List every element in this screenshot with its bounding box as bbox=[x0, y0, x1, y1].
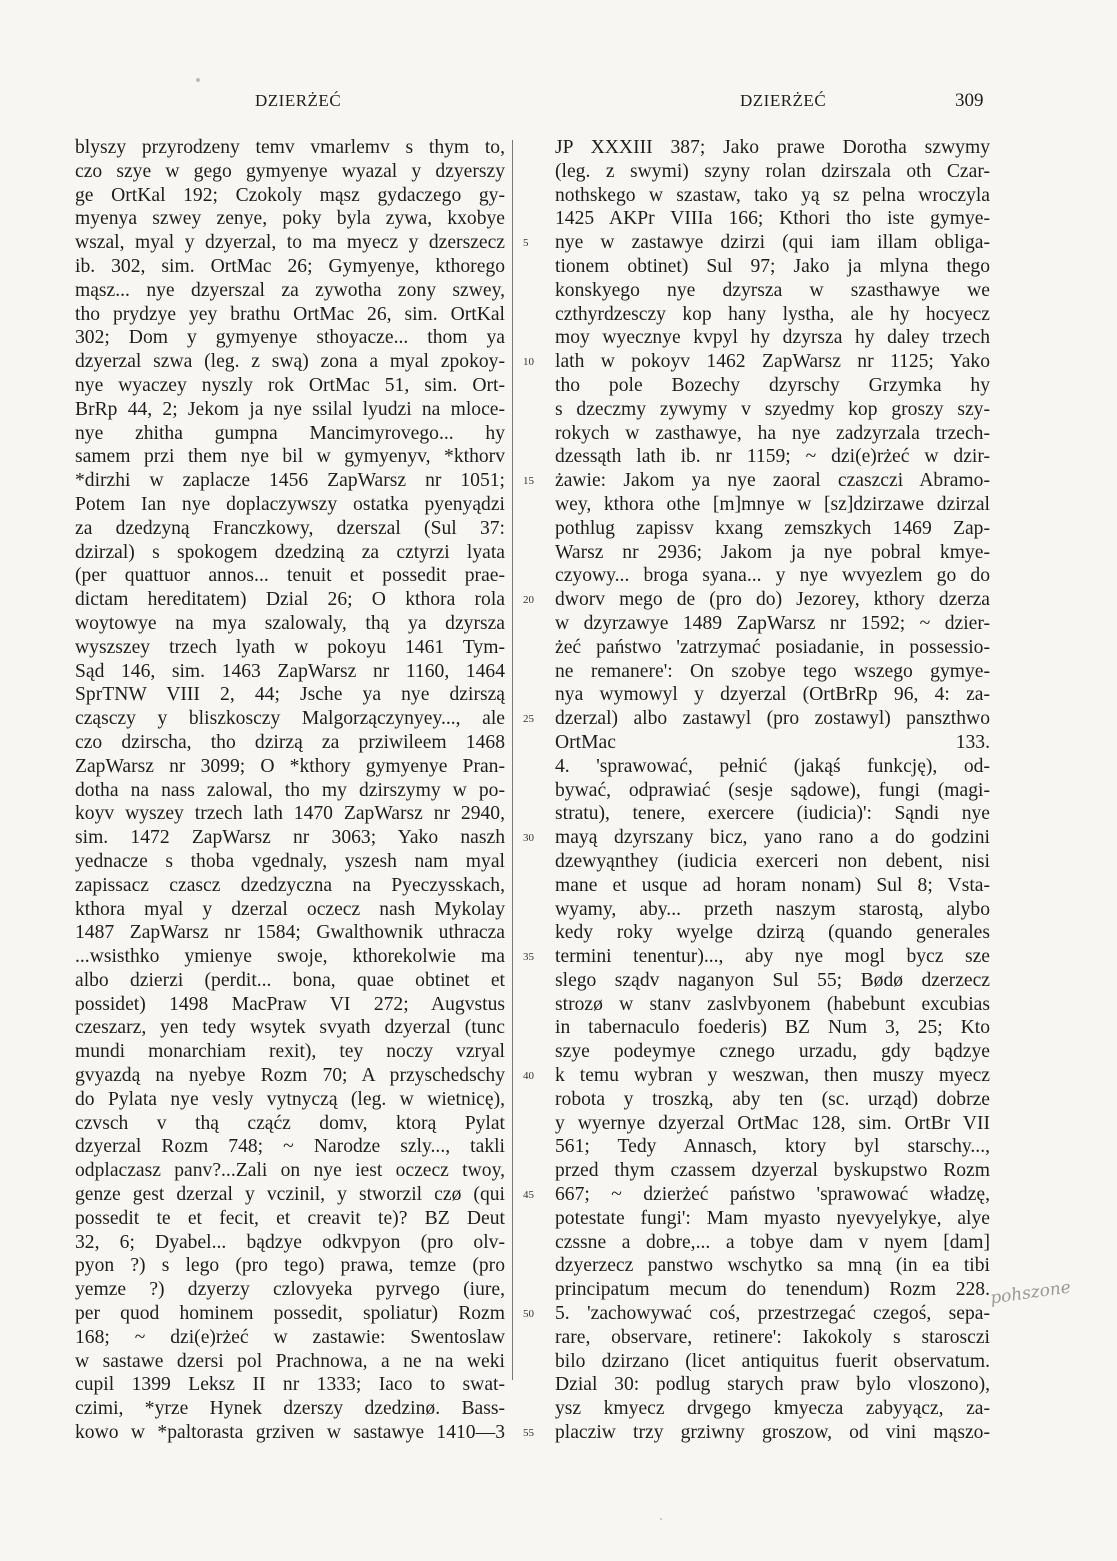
text-line: 5. 'zachowywać coś, przestrzegać czegoś, sepa- bbox=[555, 1303, 990, 1325]
text-line: 1425 AKPr VIIIa 166; Kthori tho iste gymye- bbox=[555, 208, 990, 230]
text-line: wey, kthora othe [m]mnye w [sz]dzirzawe dzirzal bbox=[555, 493, 990, 515]
text-line: s dzeczmy zywymy v szyedmy kop groszy szy- bbox=[555, 398, 990, 420]
line-number: 40 bbox=[523, 1070, 534, 1083]
text-line: przed thym czassem dzyerzal byskupstwo Rozm bbox=[555, 1160, 990, 1182]
line-number: 5 bbox=[523, 237, 529, 250]
text-line: mąsz... nye dzyerszal za zywotha zony szwey, bbox=[75, 279, 505, 301]
text-line: dzessąth lath ib. nr 1159; ~ dzi(e)rżeć w dzir- bbox=[555, 446, 990, 468]
text-line: ZapWarsz nr 3099; O *kthory gymyenye Pran- bbox=[75, 755, 505, 777]
text-line: samem przi them nye bil w gymyenyv, *kthorv bbox=[75, 446, 505, 468]
line-number: 25 bbox=[523, 713, 534, 726]
line-number: 10 bbox=[523, 356, 534, 369]
text-line: dictam hereditatem) Dzial 26; O kthora rola bbox=[75, 589, 505, 611]
text-line: tionem obtinet) Sul 97; Jako ja mlyna thego bbox=[555, 255, 990, 277]
text-line: BrRp 44, 2; Jekom ja nye ssilal lyudzi na mloce- bbox=[75, 398, 505, 420]
line-number: 45 bbox=[523, 1189, 534, 1202]
text-line: slego sządv naganyon Sul 55; Bødø dzerzecz bbox=[555, 969, 990, 991]
line-number: 35 bbox=[523, 951, 534, 964]
text-line: mundi monarchiam rexit), tey noczy vzryal bbox=[75, 1041, 505, 1063]
page-number: 309 bbox=[955, 90, 984, 111]
text-line: nye wyaczey nyszly rok OrtMac 51, sim. Ort- bbox=[75, 374, 505, 396]
text-line: ib. 302, sim. OrtMac 26; Gymyenye, kthorego bbox=[75, 255, 505, 277]
text-line: sim. 1472 ZapWarsz nr 3063; Yako naszh bbox=[75, 827, 505, 849]
text-line: in tabernaculo foederis) BZ Num 3, 25; Kto bbox=[555, 1017, 990, 1039]
text-line: Warsz nr 2936; Jakom ja nye pobral kmye- bbox=[555, 541, 990, 563]
text-line: bywać, odprawiać (sesje sądowe), fungi (magi- bbox=[555, 779, 990, 801]
text-line: cząsczy y bliszkosczy Malgorzączynyey..., ale bbox=[75, 708, 505, 730]
text-line: (leg. z swymi) szyny rolan dzirszala oth Czar- bbox=[555, 160, 990, 182]
text-line: czeszarz, yen tedy wsytek svyath dzyerzal (tunc bbox=[75, 1017, 505, 1039]
text-line: czvsch v thą cząćz domv, ktorą Pylat bbox=[75, 1112, 505, 1134]
text-line: 667; ~ dzierżeć państwo 'sprawować władzę, bbox=[555, 1184, 990, 1206]
handwritten-margin-note: pohszone bbox=[989, 1277, 1072, 1309]
text-line: albo dzierzi (perdit... bona, quae obtinet et bbox=[75, 969, 505, 991]
text-line: JP XXXIII 387; Jako prawe Dorotha szwymy bbox=[555, 137, 990, 158]
text-line: principatum mecum do tenendum) Rozm 228. bbox=[555, 1279, 990, 1301]
text-line: dzirzal) s spokogem dzedziną za cztyrzi lyata bbox=[75, 541, 505, 563]
text-line: blyszy przyrodzeny temv vmarlemv s thym to, bbox=[75, 137, 505, 158]
text-line: kthora myal y dzerzal oczecz nash Mykolay bbox=[75, 898, 505, 920]
text-line: strozø w stanv zaslvbyonem (habebunt excubias bbox=[555, 993, 990, 1015]
text-line: 1487 ZapWarsz nr 1584; Gwalthownik uthracza bbox=[75, 922, 505, 944]
text-line: dzyerzecz panstwo wschytko sa mną (in ea tibi bbox=[555, 1255, 990, 1277]
text-line: czimi, *yrze Hynek dzerszy dzedzinø. Bass- bbox=[75, 1398, 505, 1420]
text-line: wyamy, aby... przeth naszym starostą, alybo bbox=[555, 898, 990, 920]
text-line: 302; Dom y gymyenye sthoyacze... thom ya bbox=[75, 327, 505, 349]
text-line: ysz kmyecz drvgego kmyecza zabyyącz, za- bbox=[555, 1398, 990, 1420]
text-line: possidet) 1498 MacPraw VI 272; Augvstus bbox=[75, 993, 505, 1015]
text-line: stratu), tenere, exercere (iudicia)': Sąndi nye bbox=[555, 803, 990, 825]
text-line: gvyazdą na nyebye Rozm 70; A przyschedschy bbox=[75, 1065, 505, 1087]
text-line: OrtMac 133. bbox=[555, 731, 990, 753]
text-line: dzyerzal Rozm 748; ~ Narodze szly..., takli bbox=[75, 1136, 505, 1158]
text-line: żeć państwo 'zatrzymać posiadanie, in possessio- bbox=[555, 636, 990, 658]
text-line: *dirzhi w zaplacze 1456 ZapWarsz nr 1051; bbox=[75, 470, 505, 492]
line-number: 20 bbox=[523, 594, 534, 607]
text-line: dzewyąnthey (iudicia exerceri non debent, nisi bbox=[555, 850, 990, 872]
text-line: ...wsisthko ymienye swoje, kthorekolwie ma bbox=[75, 946, 505, 968]
text-line: odplaczasz panv?...Zali on nye iest oczecz twoy, bbox=[75, 1160, 505, 1182]
text-line: czo szye w gego gymyenye wyazal y dzyerszy bbox=[75, 160, 505, 182]
text-line: k temu wybran y weszwan, then muszy myecz bbox=[555, 1065, 990, 1087]
text-line: wszal, myal y dzyerzal, to ma myecz y dzerszecz bbox=[75, 232, 505, 254]
text-line: szye podeymye cznego urzadu, gdy bądzye bbox=[555, 1041, 990, 1063]
text-line: myenya szwey zenye, poky byla zywa, kxobye bbox=[75, 208, 505, 230]
text-line: moy wyecznye kvpyl hy dzyrsza hy daley trzech bbox=[555, 327, 990, 349]
text-line: za dzedzyną Franczkowy, dzerszal (Sul 37: bbox=[75, 517, 505, 539]
text-line: nothskego w szastaw, tako yą sz pelna wroczyla bbox=[555, 184, 990, 206]
text-line: dzerzal) albo zastawyl (pro zostawyl) panszthwo bbox=[555, 708, 990, 730]
text-line: yednacze s thoba vgednaly, yszesh nam myal bbox=[75, 850, 505, 872]
column-rule bbox=[512, 140, 513, 1380]
text-line: per quod hominem possedit, spoliatur) Rozm bbox=[75, 1303, 505, 1325]
text-line: bilo dzirzano (licet antiquitus fuerit observatum. bbox=[555, 1350, 990, 1372]
text-line: (per quattuor annos... tenuit et possedit prae- bbox=[75, 565, 505, 587]
text-line: potestate fungi': Mam myasto nyevyelykye, alye bbox=[555, 1207, 990, 1229]
text-line: ne remanere': On szobye tego wszego gymye- bbox=[555, 660, 990, 682]
text-line: wyszszey trzech lyath w pokoyu 1461 Tym- bbox=[75, 636, 505, 658]
text-line: czyowy... broga syana... y nye wvyezlem go do bbox=[555, 565, 990, 587]
text-line: żawie: Jakom ya nye zaoral czaszczi Abramo- bbox=[555, 470, 990, 492]
text-line: Potem Ian nye doplaczywszy ostatka pyenyądzi bbox=[75, 493, 505, 515]
text-line: SprTNW VIII 2, 44; Jsche ya nye dzirszą bbox=[75, 684, 505, 706]
line-number: 55 bbox=[523, 1427, 534, 1440]
text-line: lath w pokoyv 1462 ZapWarsz nr 1125; Yako bbox=[555, 351, 990, 373]
text-line: dworv mego de (pro do) Jezorey, kthory dzerza bbox=[555, 589, 990, 611]
text-line: czthyrdzesczy kop hany lystha, ale hy hocyecz bbox=[555, 303, 990, 325]
text-line: 561; Tedy Annasch, ktory byl starschy..., bbox=[555, 1136, 990, 1158]
text-line: w dzyrzawye 1489 ZapWarsz nr 1592; ~ dzier- bbox=[555, 612, 990, 634]
text-line: czo dzirscha, tho dzirzą za prziwileem 1468 bbox=[75, 731, 505, 753]
text-line: ge OrtKal 192; Czokoly mąsz gydaczego gy- bbox=[75, 184, 505, 206]
text-line: w sastawe dzersi pol Prachnowa, a ne na weki bbox=[75, 1350, 505, 1372]
text-line: pothlug zapissv kxang zemszkych 1469 Zap- bbox=[555, 517, 990, 539]
text-line: 32, 6; Dyabel... bądzye odkvpyon (pro olv- bbox=[75, 1231, 505, 1253]
text-line: koyv wyszey trzech lath 1470 ZapWarsz nr 2940, bbox=[75, 803, 505, 825]
text-line: mane et usque ad horam nonam) Sul 8; Vsta- bbox=[555, 874, 990, 896]
text-line: nye w zastawye dzirzi (qui iam illam obliga- bbox=[555, 232, 990, 254]
text-line: dotha na nass zalowal, tho my dzirszymy w po- bbox=[75, 779, 505, 801]
text-line: dzyerzal szwa (leg. z swą) zona a myal zpokoy- bbox=[75, 351, 505, 373]
text-line: tho pole Bozechy dzyrschy Grzymka hy bbox=[555, 374, 990, 396]
text-line: 4. 'sprawować, pełnić (jakąś funkcję), od- bbox=[555, 755, 990, 777]
text-line: pyon ?) s lego (pro tego) prawa, temze (pro bbox=[75, 1255, 505, 1277]
line-number: 15 bbox=[523, 475, 534, 488]
running-head-left: DZIERŻEĆ bbox=[255, 91, 342, 110]
text-line: genze gest dzerzal y vczinil, y stworzil czø (qui bbox=[75, 1184, 505, 1206]
line-number: 30 bbox=[523, 832, 534, 845]
text-line: rare, observare, retinere': Iakokoly s starosczi bbox=[555, 1326, 990, 1348]
text-line: czssne a dobre,... a tobye dam v nyem [dam] bbox=[555, 1231, 990, 1253]
text-line: termini tenentur)..., aby nye mogl bycz sze bbox=[555, 946, 990, 968]
text-line: cupil 1399 Leksz II nr 1333; Iaco to swat- bbox=[75, 1374, 505, 1396]
running-head-right: DZIERŻEĆ bbox=[740, 91, 827, 110]
speck bbox=[660, 1518, 662, 1520]
text-line: rokych w zasthawye, ha nye zadzyrzala trzech- bbox=[555, 422, 990, 444]
text-line: nye zhitha gumpna Mancimyrovego... hy bbox=[75, 422, 505, 444]
text-line: Sąd 146, sim. 1463 ZapWarsz nr 1160, 1464 bbox=[75, 660, 505, 682]
text-line: mayą dzyrszany bicz, yano rano a do godzini bbox=[555, 827, 990, 849]
right-column bbox=[555, 136, 990, 1445]
text-line: placziw trzy grziwny groszow, od vini mąszo- bbox=[555, 1422, 990, 1444]
text-line: tho prydzye yey brathu OrtMac 26, sim. OrtKal bbox=[75, 303, 505, 325]
text-line: Dzial 30: podlug starych praw bylo vloszono), bbox=[555, 1374, 990, 1396]
text-line: yemze ?) dzyerzy czlovyeka pyrvego (iure, bbox=[75, 1279, 505, 1301]
text-line: kedy roky wyelge dzirzą (quando generales bbox=[555, 922, 990, 944]
text-line: kowo w *paltorasta grziven w sastawye 1410—3 bbox=[75, 1422, 505, 1444]
text-line: zapissacz czascz dzedzyczna na Pyeczysskach, bbox=[75, 874, 505, 896]
text-line: possedit te et fecit, et creavit te)? BZ Deut bbox=[75, 1207, 505, 1229]
text-line: do Pylata nye vesly vytnyczą (leg. w wietnicę), bbox=[75, 1088, 505, 1110]
line-number: 50 bbox=[523, 1308, 534, 1321]
text-line: 168; ~ dzi(e)rżeć w zastawie: Swentoslaw bbox=[75, 1326, 505, 1348]
text-line: konskyego nye dzyrsza w szasthawye we bbox=[555, 279, 990, 301]
text-line: woytowye na mya szalowaly, thą ya dzyrsza bbox=[75, 612, 505, 634]
text-line: robota y troszką, aby ten (sc. urząd) dobrze bbox=[555, 1088, 990, 1110]
left-column bbox=[75, 136, 505, 1445]
text-line: nya wymowyl y dzyerzal (OrtBrRp 96, 4: za- bbox=[555, 684, 990, 706]
speck bbox=[196, 78, 200, 82]
text-line: y wyernye dzyerzal OrtMac 128, sim. OrtBr VII bbox=[555, 1112, 990, 1134]
